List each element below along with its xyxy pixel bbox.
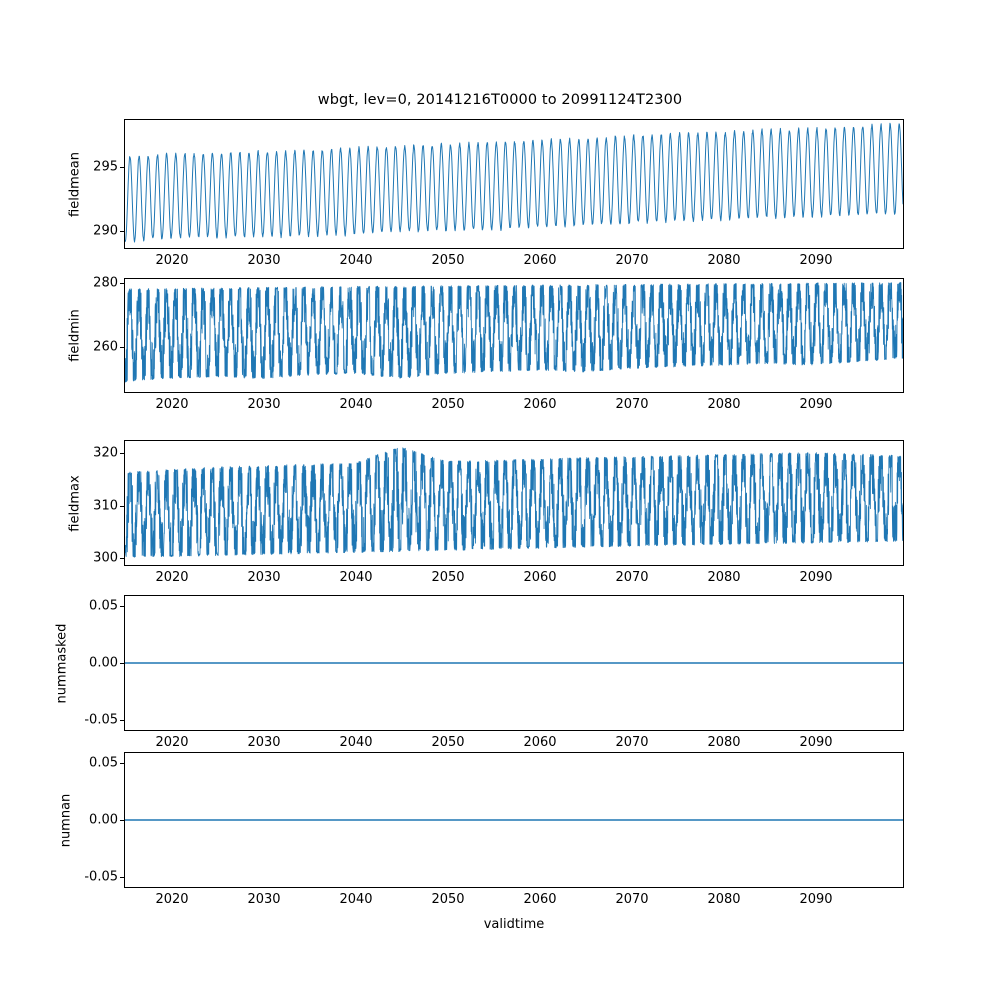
tickmark <box>120 606 124 607</box>
xtick-label: 2090 <box>799 892 833 907</box>
xtick-label: 2080 <box>707 735 741 750</box>
tickmark <box>120 231 124 232</box>
xtick-label: 2020 <box>155 570 189 585</box>
ylabel-fieldmean: fieldmean <box>67 152 83 217</box>
ytick-fieldmax-0: 300 <box>93 550 118 566</box>
xtick-label: 2090 <box>799 397 833 412</box>
plot-area-fieldmin <box>125 279 903 392</box>
panel-fieldmax <box>124 440 904 566</box>
xtick-label: 2070 <box>615 735 649 750</box>
chart-title: wbgt, lev=0, 20141216T0000 to 20991124T2300 <box>317 92 683 108</box>
xtick-label: 2050 <box>431 397 465 412</box>
tickmark <box>120 167 124 168</box>
xtick-label: 2050 <box>431 735 465 750</box>
tickmark <box>120 877 124 878</box>
panel-numnan <box>124 752 904 888</box>
ytick-fieldmax-2: 320 <box>93 445 118 461</box>
xtick-label: 2090 <box>799 253 833 268</box>
tickmark <box>120 763 124 764</box>
xticklabels-fieldmax <box>124 570 904 588</box>
xtick-label: 2050 <box>431 892 465 907</box>
ytick-numnan-0: 0.05 <box>89 755 118 771</box>
ylabel-fieldmin: fieldmin <box>67 309 83 362</box>
tickmark <box>120 347 124 348</box>
xticklabels-numnan <box>124 892 904 910</box>
ytick-fieldmin-1: 280 <box>93 275 118 291</box>
xticklabels-fieldmin <box>124 397 904 415</box>
xticklabels-fieldmean <box>124 253 904 271</box>
xtick-label: 2070 <box>615 570 649 585</box>
panel-fieldmin <box>124 278 904 393</box>
xtick-label: 2040 <box>339 735 373 750</box>
ytick-nummasked-1: 0.00 <box>89 655 118 671</box>
xtick-label: 2070 <box>615 253 649 268</box>
tickmark <box>120 506 124 507</box>
xtick-label: 2080 <box>707 397 741 412</box>
xticklabels-nummasked <box>124 735 904 753</box>
xtick-label: 2020 <box>155 397 189 412</box>
xtick-label: 2090 <box>799 735 833 750</box>
xtick-label: 2080 <box>707 570 741 585</box>
xtick-label: 2050 <box>431 253 465 268</box>
xtick-label: 2060 <box>523 735 557 750</box>
xtick-label: 2040 <box>339 892 373 907</box>
ytick-nummasked-2: -0.05 <box>84 712 118 728</box>
ytick-numnan-2: -0.05 <box>84 869 118 885</box>
tickmark <box>120 663 124 664</box>
xtick-label: 2080 <box>707 253 741 268</box>
xtick-label: 2070 <box>615 892 649 907</box>
xtick-label: 2040 <box>339 253 373 268</box>
xtick-label: 2030 <box>247 735 281 750</box>
xtick-label: 2030 <box>247 570 281 585</box>
plot-area-numnan <box>125 753 903 887</box>
xtick-label: 2020 <box>155 892 189 907</box>
tickmark <box>120 558 124 559</box>
xtick-label: 2060 <box>523 397 557 412</box>
ytick-numnan-1: 0.00 <box>89 812 118 828</box>
xtick-label: 2030 <box>247 397 281 412</box>
ylabel-fieldmax: fieldmax <box>67 475 83 532</box>
ytick-nummasked-0: 0.05 <box>89 598 118 614</box>
xtick-label: 2020 <box>155 253 189 268</box>
xaxis-label: validtime <box>483 917 545 932</box>
ylabel-numnan: numnan <box>58 793 74 848</box>
xtick-label: 2030 <box>247 253 281 268</box>
plot-area-fieldmean <box>125 120 903 248</box>
xtick-label: 2070 <box>615 397 649 412</box>
xtick-label: 2060 <box>523 892 557 907</box>
xtick-label: 2080 <box>707 892 741 907</box>
panel-nummasked <box>124 595 904 731</box>
ytick-fieldmean-0: 290 <box>93 223 118 239</box>
xtick-label: 2040 <box>339 397 373 412</box>
xtick-label: 2050 <box>431 570 465 585</box>
xtick-label: 2090 <box>799 570 833 585</box>
tickmark <box>120 720 124 721</box>
xtick-label: 2030 <box>247 892 281 907</box>
plot-area-fieldmax <box>125 441 903 565</box>
ytick-fieldmin-0: 260 <box>93 339 118 355</box>
xtick-label: 2060 <box>523 570 557 585</box>
panel-fieldmean <box>124 119 904 249</box>
xtick-label: 2060 <box>523 253 557 268</box>
xtick-label: 2040 <box>339 570 373 585</box>
ylabel-nummasked: nummasked <box>54 623 70 704</box>
tickmark <box>120 820 124 821</box>
xtick-label: 2020 <box>155 735 189 750</box>
plot-area-nummasked <box>125 596 903 730</box>
ytick-fieldmax-1: 310 <box>93 498 118 514</box>
tickmark <box>120 453 124 454</box>
tickmark <box>120 283 124 284</box>
ytick-fieldmean-1: 295 <box>93 159 118 175</box>
